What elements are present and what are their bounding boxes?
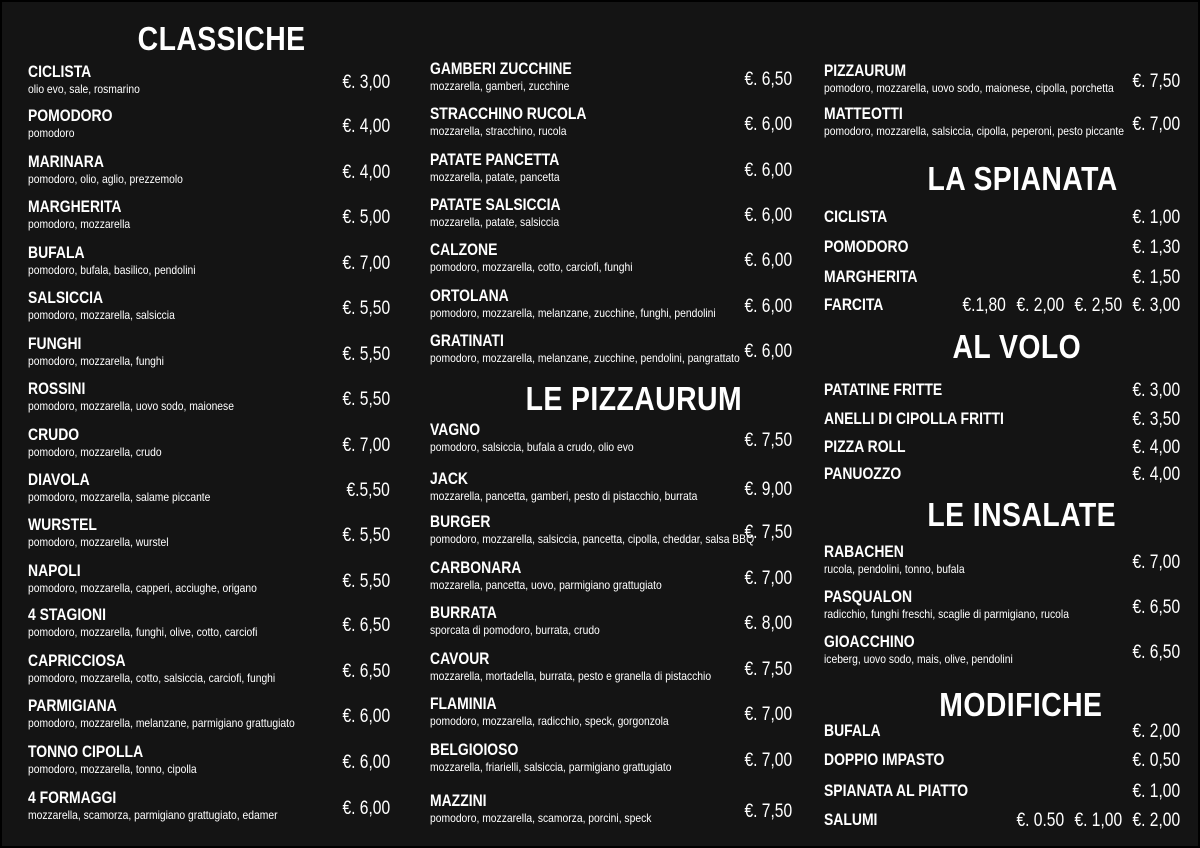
item-price: €. 4,00 bbox=[342, 116, 390, 137]
item-name: CAPRICCIOSA bbox=[28, 651, 126, 670]
item-price: €. 9,00 bbox=[744, 479, 792, 500]
item-price: €. 3,00 bbox=[342, 72, 390, 93]
item-price: €. 7,50 bbox=[744, 522, 792, 543]
menu-item bbox=[430, 603, 792, 643]
menu-item bbox=[430, 195, 792, 235]
menu-item bbox=[430, 420, 792, 460]
item-name: FLAMINIA bbox=[430, 694, 497, 713]
item-name: MAZZINI bbox=[430, 791, 487, 810]
item-price: €. 1,50 bbox=[1132, 267, 1180, 288]
menu-item bbox=[824, 632, 1180, 672]
item-price: €. 6,00 bbox=[342, 706, 390, 727]
item-description: pomodoro, mozzarella, wurstel bbox=[28, 535, 169, 549]
item-name: SPIANATA AL PIATTO bbox=[824, 781, 969, 800]
menu-item bbox=[28, 425, 390, 465]
menu-item bbox=[28, 742, 390, 782]
item-name: VAGNO bbox=[430, 420, 481, 439]
item-name: STRACCHINO RUCOLA bbox=[430, 104, 587, 123]
item-name: BURGER bbox=[430, 512, 491, 531]
item-description: pomodoro, mozzarella, uovo sodo, maionese bbox=[28, 399, 234, 413]
item-price: €. 4,00 bbox=[1132, 464, 1180, 485]
item-name: JACK bbox=[430, 469, 468, 488]
item-price: €.1,80 bbox=[962, 295, 1006, 316]
item-description: pomodoro, mozzarella, funghi, olive, cotto, carciofi bbox=[28, 625, 258, 639]
item-price: €. 2,50 bbox=[1074, 295, 1122, 316]
item-price: €. 7,50 bbox=[744, 659, 792, 680]
item-price: €. 3,00 bbox=[1132, 295, 1180, 316]
item-description: pomodoro, mozzarella, tonno, cipolla bbox=[28, 762, 197, 776]
section-title-classiche: CLASSICHE bbox=[137, 20, 306, 57]
item-description: pomodoro, mozzarella, salsiccia, pancetta, cipolla, cheddar, salsa BBQ bbox=[430, 532, 755, 546]
menu-item bbox=[430, 694, 792, 734]
menu-item bbox=[824, 810, 1180, 834]
menu-item bbox=[430, 240, 792, 280]
menu-item bbox=[824, 437, 1180, 461]
item-description: mozzarella, friarielli, salsiccia, parmigiano grattugiato bbox=[430, 760, 672, 774]
item-name: FARCITA bbox=[824, 295, 884, 314]
item-name: CARBONARA bbox=[430, 558, 522, 577]
item-description: pomodoro, mozzarella, uovo sodo, maionese, cipolla, porchetta bbox=[824, 81, 1114, 95]
menu-item bbox=[824, 267, 1180, 291]
item-description: rucola, pendolini, tonno, bufala bbox=[824, 562, 965, 576]
item-description: pomodoro, mozzarella, salsiccia bbox=[28, 308, 175, 322]
menu-item bbox=[28, 470, 390, 510]
item-description: pomodoro, mozzarella, melanzane, zucchine, funghi, pendolini bbox=[430, 306, 716, 320]
item-description: mozzarella, stracchino, rucola bbox=[430, 124, 567, 138]
item-description: mozzarella, patate, pancetta bbox=[430, 170, 560, 184]
menu-item bbox=[430, 59, 792, 99]
menu-item bbox=[824, 237, 1180, 261]
item-name: SALSICCIA bbox=[28, 288, 104, 307]
item-price: €. 0,50 bbox=[1132, 750, 1180, 771]
item-description: mozzarella, pancetta, uovo, parmigiano grattugiato bbox=[430, 578, 662, 592]
item-name: POMODORO bbox=[28, 106, 113, 125]
item-description: sporcata di pomodoro, burrata, crudo bbox=[430, 623, 600, 637]
item-price: €. 7,50 bbox=[744, 430, 792, 451]
menu-item bbox=[824, 380, 1180, 404]
item-description: mozzarella, scamorza, parmigiano grattugiato, edamer bbox=[28, 808, 278, 822]
item-name: BELGIOIOSO bbox=[430, 740, 519, 759]
menu-item bbox=[28, 561, 390, 601]
item-name: MATTEOTTI bbox=[824, 104, 903, 123]
item-description: mozzarella, gamberi, zucchine bbox=[430, 79, 570, 93]
item-description: radicchio, funghi freschi, scaglie di parmigiano, rucola bbox=[824, 607, 1069, 621]
section-title-spianata: LA SPIANATA bbox=[927, 160, 1118, 197]
item-description: mozzarella, mortadella, burrata, pesto e granella di pistacchio bbox=[430, 669, 712, 683]
item-price: €. 6,00 bbox=[744, 205, 792, 226]
item-price: €. 5,50 bbox=[342, 298, 390, 319]
menu-item bbox=[430, 469, 792, 509]
item-price: €. 7,00 bbox=[1132, 552, 1180, 573]
item-name: PATATE SALSICCIA bbox=[430, 195, 561, 214]
item-name: ROSSINI bbox=[28, 379, 86, 398]
item-name: 4 FORMAGGI bbox=[28, 788, 117, 807]
item-description: iceberg, uovo sodo, mais, olive, pendolini bbox=[824, 652, 1013, 666]
menu-item bbox=[430, 740, 792, 780]
menu-item bbox=[28, 62, 390, 102]
item-name: BURRATA bbox=[430, 603, 497, 622]
menu-item bbox=[824, 295, 1180, 319]
menu-item bbox=[824, 61, 1180, 101]
item-price: €. 6,00 bbox=[744, 296, 792, 317]
item-price: €. 1,00 bbox=[1074, 810, 1122, 831]
item-price: €. 2,00 bbox=[1132, 721, 1180, 742]
item-description: pomodoro, mozzarella, scamorza, porcini, speck bbox=[430, 811, 652, 825]
item-price: €. 6,00 bbox=[342, 752, 390, 773]
item-description: pomodoro, olio, aglio, prezzemolo bbox=[28, 172, 183, 186]
item-price: €. 1,30 bbox=[1132, 237, 1180, 258]
item-price: €. 6,00 bbox=[342, 798, 390, 819]
item-price: €. 4,00 bbox=[342, 162, 390, 183]
item-price: €. 8,00 bbox=[744, 613, 792, 634]
menu-item bbox=[28, 379, 390, 419]
item-price: €. 6,50 bbox=[342, 615, 390, 636]
item-description: olio evo, sale, rosmarino bbox=[28, 82, 140, 96]
item-price: €. 1,00 bbox=[1132, 781, 1180, 802]
item-price: €. 5,00 bbox=[342, 207, 390, 228]
item-name: CAVOUR bbox=[430, 649, 490, 668]
menu-item bbox=[824, 464, 1180, 488]
item-description: pomodoro, mozzarella, salame piccante bbox=[28, 490, 211, 504]
item-name: PANUOZZO bbox=[824, 464, 902, 483]
item-name: PASQUALON bbox=[824, 587, 913, 606]
item-name: PATATINE FRITTE bbox=[824, 380, 943, 399]
item-name: BUFALA bbox=[824, 721, 881, 740]
menu-item bbox=[28, 651, 390, 691]
item-description: pomodoro, mozzarella, melanzane, parmigiano grattugiato bbox=[28, 716, 295, 730]
item-price: €. 7,00 bbox=[342, 253, 390, 274]
item-name: TONNO CIPOLLA bbox=[28, 742, 144, 761]
item-name: MARGHERITA bbox=[824, 267, 918, 286]
item-price: €. 7,00 bbox=[744, 750, 792, 771]
item-name: CICLISTA bbox=[28, 62, 92, 81]
menu-item bbox=[430, 512, 792, 552]
item-price: €. 0.50 bbox=[1016, 810, 1064, 831]
item-name: CRUDO bbox=[28, 425, 80, 444]
menu-item bbox=[824, 207, 1180, 231]
menu-item bbox=[28, 515, 390, 555]
menu-item bbox=[28, 197, 390, 237]
item-description: mozzarella, patate, salsiccia bbox=[430, 215, 560, 229]
item-description: pomodoro, mozzarella, salsiccia, cipolla, peperoni, pesto piccante bbox=[824, 124, 1125, 138]
item-description: pomodoro bbox=[28, 126, 75, 140]
item-price: €. 6,00 bbox=[744, 250, 792, 271]
item-description: pomodoro, mozzarella bbox=[28, 217, 131, 231]
item-price: €. 2,00 bbox=[1132, 810, 1180, 831]
item-description: pomodoro, mozzarella, radicchio, speck, gorgonzola bbox=[430, 714, 669, 728]
item-price: €. 5,50 bbox=[342, 571, 390, 592]
menu-item bbox=[824, 587, 1180, 627]
item-name: RABACHEN bbox=[824, 542, 904, 561]
section-title-modifiche: MODIFICHE bbox=[939, 686, 1103, 723]
menu-item bbox=[430, 286, 792, 326]
item-description: pomodoro, salsiccia, bufala a crudo, olio evo bbox=[430, 440, 634, 454]
item-name: PATATE PANCETTA bbox=[430, 150, 560, 169]
item-description: pomodoro, mozzarella, melanzane, zucchine, pendolini, pangrattato bbox=[430, 351, 740, 365]
item-name: POMODORO bbox=[824, 237, 909, 256]
item-name: PIZZAURUM bbox=[824, 61, 907, 80]
item-price: €. 6,50 bbox=[1132, 597, 1180, 618]
menu-item bbox=[430, 104, 792, 144]
item-description: pomodoro, mozzarella, cotto, salsiccia, carciofi, funghi bbox=[28, 671, 276, 685]
item-price: €. 6,50 bbox=[1132, 642, 1180, 663]
item-price: €. 2,00 bbox=[1016, 295, 1064, 316]
item-price: €. 6,50 bbox=[744, 69, 792, 90]
item-name: CALZONE bbox=[430, 240, 498, 259]
menu-item bbox=[430, 649, 792, 689]
menu-item bbox=[824, 750, 1180, 774]
item-name: ORTOLANA bbox=[430, 286, 509, 305]
menu-item bbox=[824, 542, 1180, 582]
menu-item bbox=[28, 334, 390, 374]
item-name: PARMIGIANA bbox=[28, 696, 117, 715]
item-price: €. 7,50 bbox=[1132, 71, 1180, 92]
menu-item bbox=[430, 331, 792, 371]
item-name: SALUMI bbox=[824, 810, 878, 829]
item-description: pomodoro, mozzarella, cotto, carciofi, funghi bbox=[430, 260, 633, 274]
item-price: €. 7,00 bbox=[744, 704, 792, 725]
item-name: 4 STAGIONI bbox=[28, 605, 106, 624]
item-name: MARGHERITA bbox=[28, 197, 122, 216]
item-name: GAMBERI ZUCCHINE bbox=[430, 59, 572, 78]
item-price: €. 3,00 bbox=[1132, 380, 1180, 401]
menu-item bbox=[28, 243, 390, 283]
menu-item bbox=[824, 104, 1180, 144]
menu-item bbox=[28, 152, 390, 192]
item-price: €. 5,50 bbox=[342, 344, 390, 365]
menu-item bbox=[824, 409, 1180, 433]
item-price: €. 6,00 bbox=[744, 114, 792, 135]
menu-item bbox=[28, 788, 390, 828]
menu-item bbox=[430, 791, 792, 831]
item-price: €. 7,00 bbox=[744, 568, 792, 589]
item-name: GIOACCHINO bbox=[824, 632, 915, 651]
item-name: PIZZA ROLL bbox=[824, 437, 906, 456]
item-price: €. 7,00 bbox=[1132, 114, 1180, 135]
item-price: €. 5,50 bbox=[342, 389, 390, 410]
menu-item bbox=[28, 696, 390, 736]
item-price: €. 4,00 bbox=[1132, 437, 1180, 458]
item-name: FUNGHI bbox=[28, 334, 82, 353]
menu-item bbox=[28, 288, 390, 328]
item-price: €. 1,00 bbox=[1132, 207, 1180, 228]
menu-item bbox=[430, 558, 792, 598]
item-description: pomodoro, mozzarella, crudo bbox=[28, 445, 162, 459]
item-price: €.5,50 bbox=[346, 480, 390, 501]
menu-item bbox=[28, 605, 390, 645]
item-name: MARINARA bbox=[28, 152, 104, 171]
item-name: CICLISTA bbox=[824, 207, 888, 226]
item-price: €. 5,50 bbox=[342, 525, 390, 546]
item-description: pomodoro, bufala, basilico, pendolini bbox=[28, 263, 196, 277]
item-price: €. 6,00 bbox=[744, 160, 792, 181]
item-name: DIAVOLA bbox=[28, 470, 90, 489]
menu-item bbox=[430, 150, 792, 190]
item-description: mozzarella, pancetta, gamberi, pesto di pistacchio, burrata bbox=[430, 489, 698, 503]
item-name: WURSTEL bbox=[28, 515, 97, 534]
section-title-insalate: LE INSALATE bbox=[927, 496, 1117, 533]
item-description: pomodoro, mozzarella, capperi, acciughe, origano bbox=[28, 581, 257, 595]
item-name: NAPOLI bbox=[28, 561, 81, 580]
item-price: €. 3,50 bbox=[1132, 409, 1180, 430]
menu-item bbox=[824, 721, 1180, 745]
item-name: GRATINATI bbox=[430, 331, 504, 350]
item-price: €. 6,00 bbox=[744, 341, 792, 362]
item-price: €. 7,50 bbox=[744, 801, 792, 822]
section-title-pizzaurum: LE PIZZAURUM bbox=[525, 380, 743, 417]
section-title-al-volo: AL VOLO bbox=[952, 328, 1082, 365]
item-name: ANELLI DI CIPOLLA FRITTI bbox=[824, 409, 1004, 428]
menu-item bbox=[28, 106, 390, 146]
item-name: DOPPIO IMPASTO bbox=[824, 750, 945, 769]
item-name: BUFALA bbox=[28, 243, 85, 262]
item-price: €. 6,50 bbox=[342, 661, 390, 682]
item-price: €. 7,00 bbox=[342, 435, 390, 456]
menu-item bbox=[824, 781, 1180, 805]
item-description: pomodoro, mozzarella, funghi bbox=[28, 354, 164, 368]
